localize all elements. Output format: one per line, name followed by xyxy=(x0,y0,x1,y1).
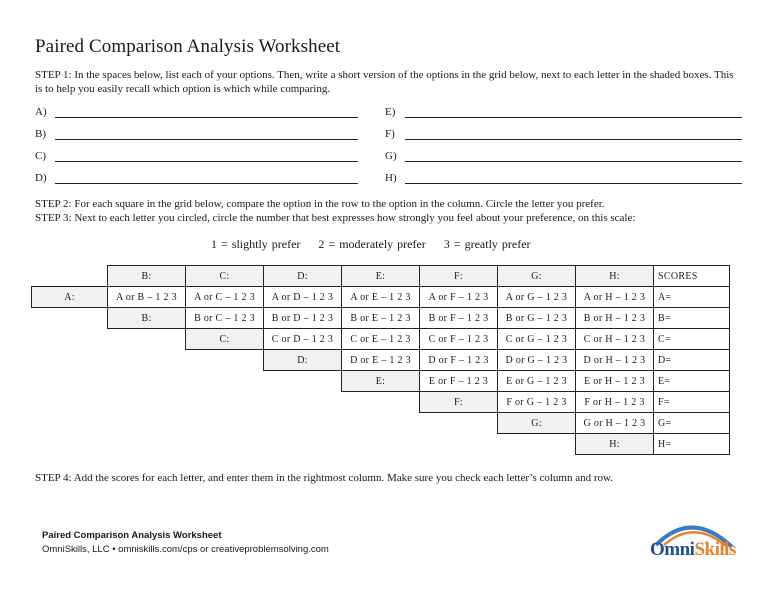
score-cell[interactable]: F= xyxy=(654,392,730,413)
grid-blank xyxy=(108,434,186,455)
option-label: F) xyxy=(385,128,395,140)
omniskills-logo-text: OmniSkills xyxy=(650,539,736,560)
step2-3-instructions xyxy=(35,197,735,225)
score-cell[interactable]: G= xyxy=(654,413,730,434)
grid-row xyxy=(32,287,730,308)
scale-2: 2 = moderately prefer xyxy=(318,237,426,251)
comparison-cell[interactable]: F or G – 1 2 3 xyxy=(498,392,576,413)
scale-3: 3 = greatly prefer xyxy=(443,237,531,251)
option-label: E) xyxy=(385,106,396,118)
score-cell[interactable]: C= xyxy=(654,329,730,350)
option-input-line[interactable] xyxy=(405,127,742,140)
comparison-cell[interactable]: D or E – 1 2 3 xyxy=(342,350,420,371)
comparison-cell[interactable]: D or H – 1 2 3 xyxy=(576,350,654,371)
preference-scale xyxy=(211,237,545,252)
step4-instructions: STEP 4: Add the scores for each letter, and enter them in the rightmost column. Make sure you check each letter’s column and row. xyxy=(35,472,614,484)
grid-blank xyxy=(420,434,498,455)
comparison-cell[interactable]: F or H – 1 2 3 xyxy=(576,392,654,413)
grid-blank xyxy=(186,350,264,371)
grid-blank xyxy=(342,392,420,413)
option-row-left xyxy=(35,126,358,140)
scale-1: 1 = slightly prefer xyxy=(211,237,301,251)
option-row-right xyxy=(385,126,742,140)
option-row-right xyxy=(385,170,742,184)
grid-row xyxy=(32,371,730,392)
grid-blank xyxy=(186,392,264,413)
grid-blank xyxy=(186,413,264,434)
grid-header-row xyxy=(32,266,730,287)
option-input-line[interactable] xyxy=(55,171,358,184)
option-input-line[interactable] xyxy=(405,105,742,118)
option-label: C) xyxy=(35,150,46,162)
grid-row-label: C: xyxy=(186,329,264,350)
option-label: D) xyxy=(35,172,47,184)
grid-blank xyxy=(32,413,108,434)
scores-header: SCORES xyxy=(654,266,730,287)
comparison-cell[interactable]: C or G – 1 2 3 xyxy=(498,329,576,350)
grid-blank xyxy=(108,392,186,413)
comparison-cell[interactable]: D or G – 1 2 3 xyxy=(498,350,576,371)
grid-blank xyxy=(32,350,108,371)
grid-row xyxy=(32,308,730,329)
grid-blank xyxy=(342,413,420,434)
grid-row-label: D: xyxy=(264,350,342,371)
comparison-cell[interactable]: E or G – 1 2 3 xyxy=(498,371,576,392)
grid-blank xyxy=(32,371,108,392)
grid-row xyxy=(32,392,730,413)
comparison-cell[interactable]: A or G – 1 2 3 xyxy=(498,287,576,308)
grid-blank xyxy=(498,434,576,455)
grid-row-label: F: xyxy=(420,392,498,413)
grid-blank xyxy=(264,434,342,455)
comparison-cell[interactable]: B or F – 1 2 3 xyxy=(420,308,498,329)
grid-blank xyxy=(264,371,342,392)
option-input-line[interactable] xyxy=(55,149,358,162)
grid-blank xyxy=(32,308,108,329)
grid-blank xyxy=(108,329,186,350)
option-label: G) xyxy=(385,150,397,162)
comparison-cell[interactable]: A or C – 1 2 3 xyxy=(186,287,264,308)
option-row-right xyxy=(385,148,742,162)
grid-corner xyxy=(32,266,108,287)
footer-title: Paired Comparison Analysis Worksheet xyxy=(42,530,222,541)
grid-blank xyxy=(420,413,498,434)
grid-col-header: F: xyxy=(420,266,498,287)
grid-blank xyxy=(264,413,342,434)
grid-blank xyxy=(108,371,186,392)
comparison-cell[interactable]: A or F – 1 2 3 xyxy=(420,287,498,308)
grid-blank xyxy=(186,371,264,392)
comparison-cell[interactable]: A or B – 1 2 3 xyxy=(108,287,186,308)
score-cell[interactable]: D= xyxy=(654,350,730,371)
comparison-cell[interactable]: A or E – 1 2 3 xyxy=(342,287,420,308)
footer-line: OmniSkills, LLC • omniskills.com/cps or creativeproblemsolving.com xyxy=(42,544,329,555)
option-input-line[interactable] xyxy=(55,127,358,140)
footer xyxy=(42,529,329,557)
score-cell[interactable]: A= xyxy=(654,287,730,308)
comparison-cell[interactable]: E or F – 1 2 3 xyxy=(420,371,498,392)
comparison-cell[interactable]: A or H – 1 2 3 xyxy=(576,287,654,308)
grid-blank xyxy=(32,329,108,350)
grid-row xyxy=(32,329,730,350)
step3-text: STEP 3: Next to each letter you circled, circle the number that best expresses how strongly you feel about your preference, on this scale: xyxy=(35,212,636,224)
option-row-left xyxy=(35,104,358,118)
grid-blank xyxy=(342,434,420,455)
grid-blank xyxy=(264,392,342,413)
comparison-cell[interactable]: B or D – 1 2 3 xyxy=(264,308,342,329)
comparison-cell[interactable]: C or E – 1 2 3 xyxy=(342,329,420,350)
option-label: H) xyxy=(385,172,397,184)
option-row-left xyxy=(35,148,358,162)
comparison-cell[interactable]: B or H – 1 2 3 xyxy=(576,308,654,329)
score-cell[interactable]: B= xyxy=(654,308,730,329)
grid-blank xyxy=(32,434,108,455)
grid-row-label: B: xyxy=(108,308,186,329)
grid-col-header: C: xyxy=(186,266,264,287)
grid-row-label: E: xyxy=(342,371,420,392)
option-label: B) xyxy=(35,128,46,140)
grid-blank xyxy=(108,413,186,434)
grid-row-label: H: xyxy=(576,434,654,455)
grid-col-header: B: xyxy=(108,266,186,287)
option-input-line[interactable] xyxy=(405,149,742,162)
comparison-cell[interactable]: C or F – 1 2 3 xyxy=(420,329,498,350)
grid-row xyxy=(32,350,730,371)
step1-instructions: STEP 1: In the spaces below, list each of your options. Then, write a short version of the options in the grid below, next to each letter in the shaded boxes. This is to help you easily recall which option is which while comparing. xyxy=(35,69,734,95)
option-row-right xyxy=(385,104,742,118)
comparison-cell[interactable]: E or H – 1 2 3 xyxy=(576,371,654,392)
option-input-line[interactable] xyxy=(55,105,358,118)
comparison-cell[interactable]: D or F – 1 2 3 xyxy=(420,350,498,371)
comparison-cell[interactable]: B or G – 1 2 3 xyxy=(498,308,576,329)
comparison-grid xyxy=(31,265,730,455)
grid-row-label: G: xyxy=(498,413,576,434)
comparison-cell[interactable]: A or D – 1 2 3 xyxy=(264,287,342,308)
grid-row-label: A: xyxy=(32,287,108,308)
grid-blank xyxy=(186,434,264,455)
grid-col-header: G: xyxy=(498,266,576,287)
option-row-left xyxy=(35,170,358,184)
score-cell[interactable]: H= xyxy=(654,434,730,455)
grid-row xyxy=(32,413,730,434)
grid-blank xyxy=(108,350,186,371)
comparison-cell[interactable]: C or D – 1 2 3 xyxy=(264,329,342,350)
grid-col-header: D: xyxy=(264,266,342,287)
step2-text: STEP 2: For each square in the grid below, compare the option in the row to the option in the column. Circle the letter you prefer. xyxy=(35,198,605,210)
page-title: Paired Comparison Analysis Worksheet xyxy=(35,36,341,57)
grid-blank xyxy=(32,392,108,413)
comparison-cell[interactable]: B or C – 1 2 3 xyxy=(186,308,264,329)
score-cell[interactable]: E= xyxy=(654,371,730,392)
option-label: A) xyxy=(35,106,47,118)
comparison-cell[interactable]: G or H – 1 2 3 xyxy=(576,413,654,434)
comparison-cell[interactable]: C or H – 1 2 3 xyxy=(576,329,654,350)
grid-row xyxy=(32,434,730,455)
comparison-cell[interactable]: B or E – 1 2 3 xyxy=(342,308,420,329)
grid-col-header: H: xyxy=(576,266,654,287)
option-input-line[interactable] xyxy=(405,171,742,184)
grid-col-header: E: xyxy=(342,266,420,287)
